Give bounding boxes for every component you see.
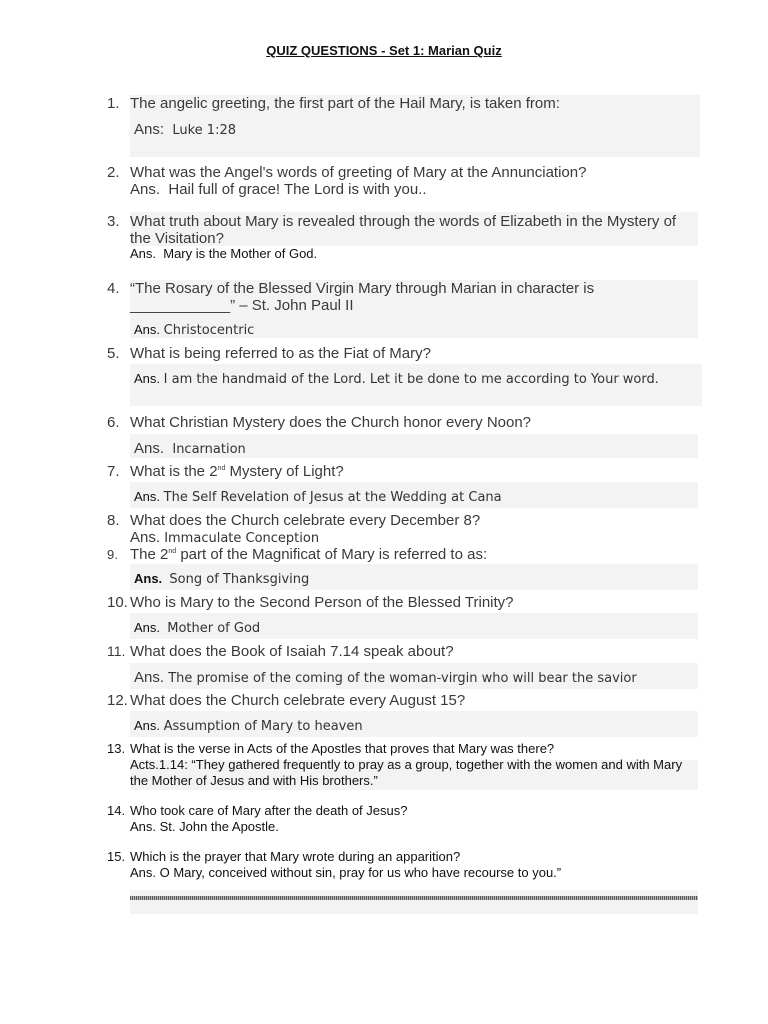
answer-text: Assumption of Mary to heaven (163, 719, 363, 734)
question-text: Which is the prayer that Mary wrote during an apparition? (130, 849, 461, 864)
answer (134, 440, 246, 458)
answer-text: Mary is the Mother of God. (163, 246, 318, 261)
list-item (107, 546, 707, 563)
question-number: 15. (107, 849, 126, 864)
list-item (107, 849, 707, 881)
question-text: What Christian Mystery does the Church honor every Noon? (130, 414, 532, 431)
list-item (107, 512, 707, 529)
answer-text: The Self Revelation of Jesus at the Wedding at Cana (163, 490, 502, 505)
list-item (107, 463, 707, 480)
page-title: QUIZ QUESTIONS - Set 1: Marian Quiz (266, 43, 502, 58)
answer-text: Song of Thanksgiving (169, 572, 310, 587)
question-text: The 2nd part of the Magnificat of Mary is referred to as: (130, 546, 488, 563)
question-text: Who is Mary to the Second Person of the Blessed Trinity? (130, 594, 514, 611)
question-text: What is the 2nd Mystery of Light? (130, 463, 344, 480)
answer (130, 246, 317, 262)
question-number: 5. (107, 345, 120, 362)
question-number: 6. (107, 414, 120, 431)
answer-prefix: Ans. (130, 246, 157, 261)
question-text: What does the Church celebrate every August 15? (130, 692, 466, 709)
answer-text: Ans. St. John the Apostle. (130, 819, 279, 834)
answer-prefix: Ans. (134, 718, 161, 733)
answer-text: Immaculate Conception (164, 531, 320, 546)
answer-prefix: Ans. (134, 620, 161, 635)
answer (134, 620, 260, 637)
question-text: “The Rosary of the Blessed Virgin Mary through Marian in character is ____________” – St. John Paul II (130, 280, 595, 314)
answer-text: Christocentric (163, 323, 255, 338)
answer-prefix: Ans. (134, 371, 161, 386)
list-item (107, 741, 701, 789)
shade-block (130, 890, 698, 914)
question-text: What is the verse in Acts of the Apostles that proves that Mary was there? (130, 741, 555, 756)
answer-prefix: Ans. (130, 529, 161, 546)
list-item (107, 213, 699, 247)
answer-prefix: Ans. (134, 440, 165, 457)
answer-prefix: Ans. (134, 489, 161, 504)
question-number: 11. (107, 643, 126, 659)
list-item (107, 280, 627, 314)
answer (134, 489, 502, 506)
answer (134, 121, 236, 139)
list-item (107, 692, 707, 709)
answer-text: I am the handmaid of the Lord. Let it be done to me according to Your word. (163, 372, 659, 387)
answer-prefix: Ans. (130, 181, 161, 198)
answer-prefix: Ans. (134, 571, 163, 586)
question-number: 3. (107, 213, 120, 230)
list-item (107, 643, 707, 660)
question-text: What does the Church celebrate every December 8? (130, 512, 481, 529)
answer-text: Luke 1:28 (172, 123, 237, 138)
question-text: What does the Book of Isaiah 7.14 speak about? (130, 643, 454, 660)
answer-prefix: Ans: (134, 121, 165, 138)
list-item (107, 594, 707, 611)
question-number: 10. (107, 594, 128, 611)
question-text: What was the Angel's words of greeting of Mary at the Annunciation? (130, 164, 587, 181)
answer-prefix: Ans. (134, 322, 161, 337)
answer-text: Hail full of grace! The Lord is with you.. (168, 181, 427, 198)
list-item (107, 803, 707, 835)
answer-text: Mother of God (167, 621, 261, 636)
answer (134, 718, 363, 735)
list-item (107, 414, 707, 431)
question-text: The angelic greeting, the first part of the Hail Mary, is taken from: (130, 95, 560, 112)
list-item (107, 345, 707, 362)
question-number: 14. (107, 803, 126, 818)
answer (130, 529, 319, 547)
question-number: 8. (107, 512, 120, 529)
answer-text: Acts.1.14: “They gathered frequently to pray as a group, together with the women and with Mary the Mother of Jesus and with His brothers.” (130, 757, 683, 788)
question-number: 12. (107, 692, 128, 709)
divider (130, 896, 698, 900)
question-text: What truth about Mary is revealed through the words of Elizabeth in the Mystery of the Visitation? (130, 213, 677, 247)
answer (134, 322, 254, 339)
list-item (107, 95, 707, 112)
question-number: 9. (107, 547, 118, 562)
answer (134, 371, 659, 388)
answer (134, 571, 309, 588)
question-number: 7. (107, 463, 120, 480)
answer-text: Incarnation (172, 442, 246, 457)
question-text: Who took care of Mary after the death of Jesus? (130, 803, 408, 818)
answer (134, 669, 637, 687)
question-number: 2. (107, 164, 120, 181)
question-number: 4. (107, 280, 120, 297)
answer-prefix: Ans. (134, 669, 165, 686)
question-number: 13. (107, 741, 126, 756)
question-text: What is being referred to as the Fiat of Mary? (130, 345, 431, 362)
question-number: 1. (107, 95, 120, 112)
answer (130, 181, 427, 198)
list-item (107, 164, 707, 181)
answer-text: The promise of the coming of the woman-virgin who will bear the savior (168, 671, 637, 686)
answer-text: Ans. O Mary, conceived without sin, pray for us who have recourse to you.” (130, 865, 562, 880)
